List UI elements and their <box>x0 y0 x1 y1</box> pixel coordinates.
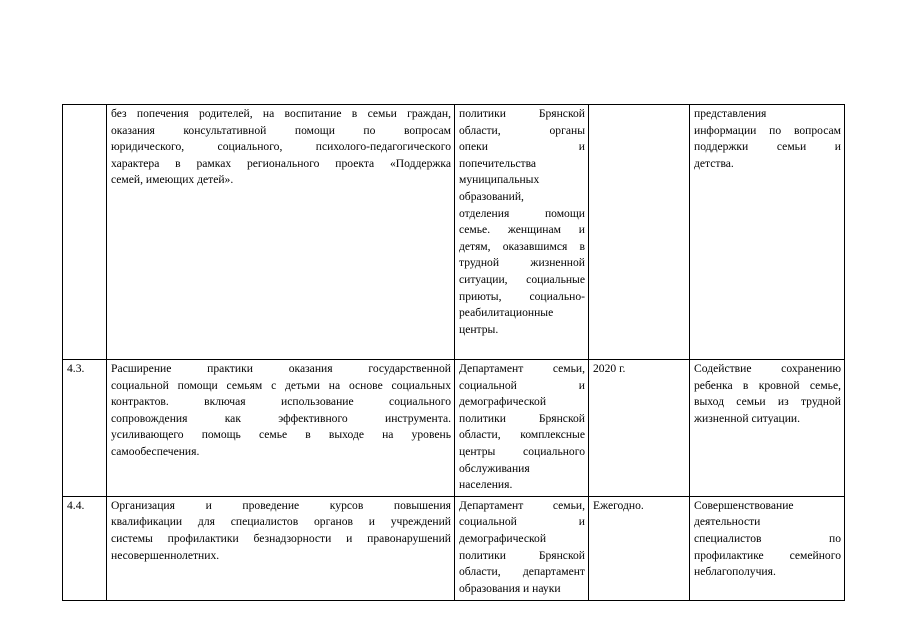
row-number <box>63 105 107 360</box>
executors-cell <box>455 496 589 600</box>
executors-cell-line: Департамент семьи, <box>459 498 585 512</box>
executors-cell-line: политики Брянской <box>459 548 585 562</box>
result-cell-line: Совершенствование <box>694 498 794 512</box>
executors-cell-line: социальной и <box>459 515 585 529</box>
table-row <box>63 496 845 600</box>
executors-cell-line: муниципальных <box>459 173 540 187</box>
deadline-cell: 2020 г. <box>589 360 690 497</box>
executors-cell-line: детям, оказавшимся в <box>459 239 585 253</box>
executors-cell-line: области, органы <box>459 123 585 137</box>
result-cell <box>690 105 845 360</box>
executors-cell-line: демографической <box>459 531 547 545</box>
table-row <box>63 360 845 497</box>
activity-cell-line: квалификации для специалистов органов и учреждений <box>111 515 451 529</box>
measures-table <box>62 104 845 601</box>
activity-cell-line: самообеспечения. <box>111 444 200 458</box>
row-number: 4.3. <box>63 360 107 497</box>
activity-cell-line: Организация и проведение курсов повышения <box>111 498 451 512</box>
executors-cell-line: области, комплексные <box>459 428 585 442</box>
table-row <box>63 105 845 360</box>
executors-cell-line: области, департамент <box>459 565 585 579</box>
executors-cell-line: семье. женщинам и <box>459 223 585 237</box>
result-cell <box>690 360 845 497</box>
executors-cell-line: приюты, социально- <box>459 289 585 303</box>
executors-cell-line: Департамент семьи, <box>459 362 585 375</box>
deadline-cell: Ежегодно. <box>589 496 690 600</box>
executors-cell-line: демографической <box>459 395 547 409</box>
executors-cell-line: политики Брянской <box>459 107 585 120</box>
executors-cell-line: образования и науки <box>459 581 561 595</box>
result-cell-line: профилактике семейного <box>694 548 841 562</box>
executors-cell-line: политики Брянской <box>459 411 585 425</box>
activity-cell-line: контрактов. включая использование социального <box>111 395 451 409</box>
activity-cell <box>107 496 455 600</box>
result-cell-line: информации по вопросам <box>694 123 841 137</box>
executors-cell-line: попечительства <box>459 156 537 170</box>
activity-cell <box>107 105 455 360</box>
result-cell-line: выход семьи из трудной <box>694 395 841 409</box>
result-cell-line: деятельности <box>694 515 761 529</box>
activity-cell-line: сопровождения как эффективного инструмента. <box>111 411 451 425</box>
executors-cell-line: населения. <box>459 478 513 492</box>
activity-cell-line: усиливающего помощь семье в выходе на уровень <box>111 428 451 442</box>
executors-cell-line: центры. <box>459 322 499 336</box>
row-number: 4.4. <box>63 496 107 600</box>
result-cell-line: жизненной ситуации. <box>694 411 801 425</box>
result-cell-line: специалистов по <box>694 531 841 545</box>
result-cell <box>690 496 845 600</box>
executors-cell-line: ситуации, социальные <box>459 272 585 286</box>
executors-cell-line: отделения помощи <box>459 206 585 220</box>
executors-cell-line: трудной жизненной <box>459 256 585 270</box>
activity-cell-line: социальной помощи семьям с детьми на основе социальных <box>111 378 451 392</box>
activity-cell-line: несовершеннолетних. <box>111 548 220 562</box>
result-cell-line: неблагополучия. <box>694 565 776 579</box>
executors-cell-line: обслуживания <box>459 461 530 475</box>
executors-cell-line: реабилитационные <box>459 306 554 320</box>
activity-cell-line: Расширение практики оказания государственной <box>111 362 451 375</box>
result-cell-line: детства. <box>694 156 734 170</box>
deadline-cell <box>589 105 690 360</box>
executors-cell-line: образований, <box>459 189 524 203</box>
executors-cell <box>455 105 589 360</box>
activity-cell-line: семей, имеющих детей». <box>111 173 234 187</box>
activity-cell-line: без попечения родителей, на воспитание в семьи граждан, <box>111 107 451 120</box>
activity-cell-line: юридического, социального, психолого-педагогического <box>111 140 451 154</box>
activity-cell-line: системы профилактики безнадзорности и правонарушений <box>111 531 451 545</box>
result-cell-line: поддержки семьи и <box>694 140 841 154</box>
activity-cell <box>107 360 455 497</box>
executors-cell-line: опеки и <box>459 140 585 154</box>
executors-cell <box>455 360 589 497</box>
result-cell-line: представления <box>694 107 767 120</box>
executors-cell-line: центры социального <box>459 444 585 458</box>
executors-cell-line: социальной и <box>459 378 585 392</box>
activity-cell-line: характера в рамках регионального проекта «Поддержка <box>111 156 451 170</box>
activity-cell-line: оказания консультативной помощи по вопросам <box>111 123 451 137</box>
result-cell-line: ребенка в кровной семье, <box>694 378 841 392</box>
result-cell-line: Содействие сохранению <box>694 362 841 375</box>
